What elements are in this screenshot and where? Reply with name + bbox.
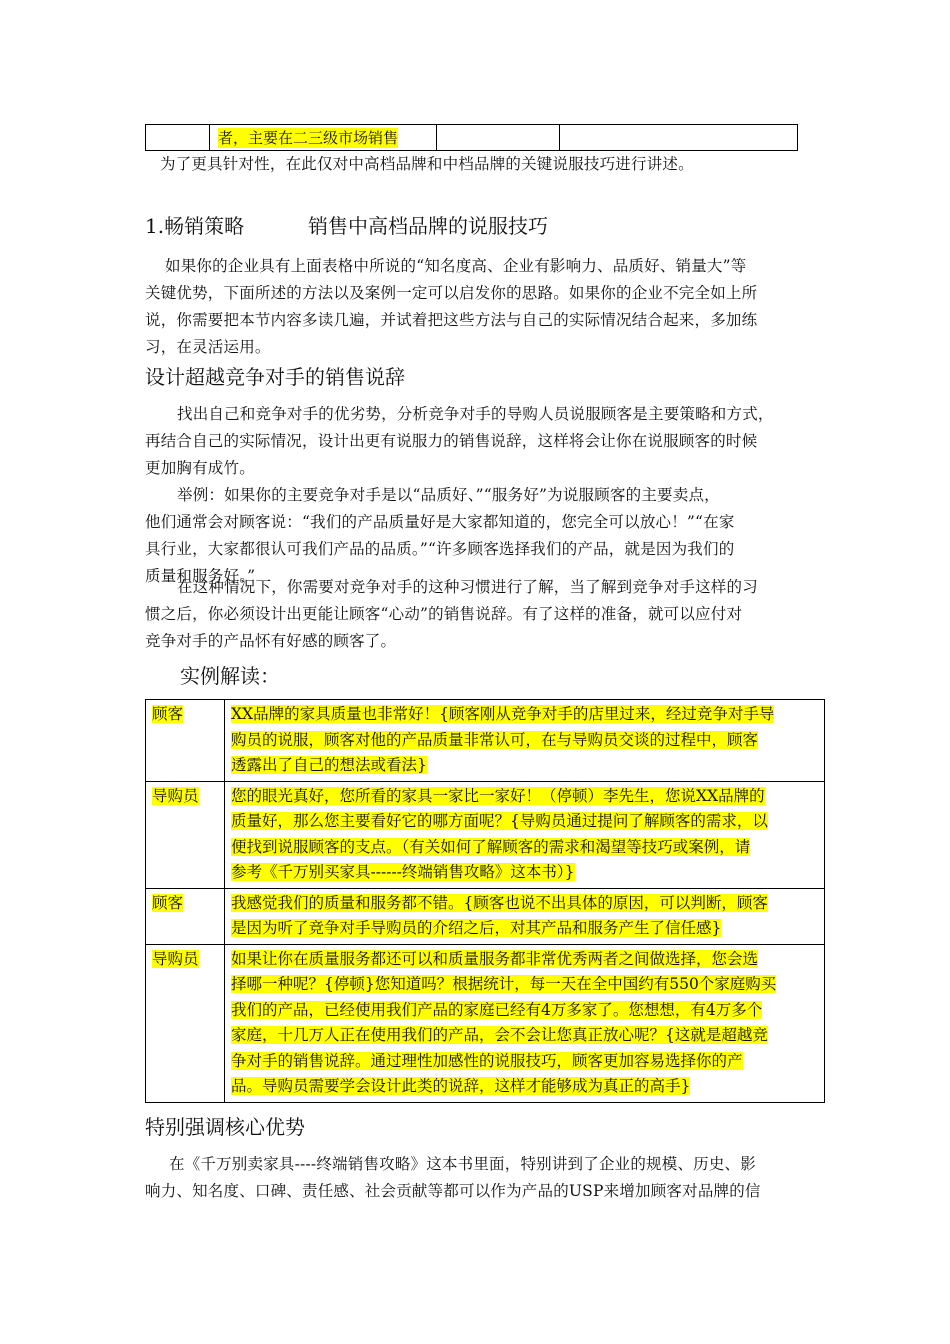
dialogue-table	[145, 699, 825, 1103]
table-row	[146, 944, 825, 1102]
role-cell	[146, 944, 225, 1102]
section2-paragraph-3	[145, 574, 825, 655]
example-heading: 实例解读：	[180, 664, 280, 688]
role-label: 顾客	[152, 893, 184, 912]
dialogue-text-cell	[225, 944, 825, 1102]
dialogue-line: 您的眼光真好，您所看的家具一家比一家好！（停顿）李先生，您说XX品牌的	[231, 786, 765, 805]
role-cell	[146, 781, 225, 888]
paragraph-line: 响力、知名度、口碑、责任感、社会贡献等都可以作为产品的USP来增加顾客对品牌的信	[145, 1182, 761, 1200]
paragraph-line: 再结合自己的实际情况，设计出更有说服力的销售说辞，这样将会让你在说服顾客的时候	[145, 432, 758, 450]
role-label: 导购员	[152, 949, 199, 968]
section1-title: 销售中高档品牌的说服技巧	[308, 214, 548, 238]
dialogue-line: 争对手的销售说辞。通过理性加感性的说服技巧，顾客更加容易选择你的产	[231, 1051, 743, 1070]
table-row	[146, 781, 825, 888]
paragraph-line: 在这种情况下，你需要对竞争对手的这种习惯进行了解，当了解到竞争对手这样的习	[177, 578, 758, 596]
paragraph-line: 在《千万别卖家具----终端销售攻略》这本书里面，特别讲到了企业的规模、历史、影	[169, 1155, 756, 1173]
role-cell	[146, 888, 225, 944]
paragraph-line: 如果你的企业具有上面表格中所说的“知名度高、企业有影响力、品质好、销量大”等	[165, 257, 747, 275]
section3-title: 特别强调核心优势	[145, 1115, 305, 1139]
dialogue-line: XX品牌的家具质量也非常好！{顾客刚从竞争对手的店里过来，经过竞争对手导	[231, 705, 775, 723]
role-label: 导购员	[152, 786, 199, 805]
paragraph-line: 惯之后，你必须设计出更能让顾客“心动”的销售说辞。有了这样的准备，就可以应付对	[145, 605, 743, 623]
dialogue-line: 是因为听了竞争对手导购员的介绍之后，对其产品和服务产生了信任感}	[231, 919, 722, 937]
dialogue-line: 参考《千万别买家具------终端销售攻略》这本书）}	[231, 863, 575, 881]
intro-line: 为了更具针对性，在此仅对中高档品牌和中档品牌的关键说服技巧进行讲述。	[160, 155, 694, 173]
paragraph-line: 举例：如果你的主要竞争对手是以“品质好、”“服务好”为说服顾客的主要卖点，	[177, 486, 720, 504]
paragraph-line: 质量和服务好。”	[145, 567, 256, 585]
dialogue-line: 家庭，十几万人正在使用我们的产品，会不会让您真正放心呢？{这就是超越竞	[231, 1026, 768, 1044]
section2-paragraph-1	[145, 401, 825, 482]
dialogue-line: 择哪一种呢？{停顿}您知道吗？根据统计，每一天在全中国约有550个家庭购买	[231, 975, 777, 993]
dialogue-line: 品。导购员需要学会设计此类的说辞，这样才能够成为真正的高手}	[231, 1077, 691, 1095]
dialogue-line: 我们的产品，已经使用我们产品的家庭已经有4万多家了。您想想，有4万多个	[231, 1000, 763, 1019]
role-cell	[146, 700, 225, 782]
dialogue-text-cell	[225, 781, 825, 888]
table-cell-divider	[436, 125, 437, 150]
paragraph-line: 说，你需要把本节内容多读几遍，并试着把这些方法与自己的实际情况结合起来，多加练	[145, 311, 758, 329]
section1-paragraph	[145, 253, 825, 361]
dialogue-line: 质量好，那么您主要看好它的哪方面呢？{导购员通过提问了解顾客的需求，以	[231, 812, 768, 830]
dialogue-line: 透露出了自己的想法或看法}	[231, 756, 427, 774]
table-row	[146, 888, 825, 944]
paragraph-line: 他们通常会对顾客说：“我们的产品质量好是大家都知道的，您完全可以放心！”“在家	[145, 513, 735, 531]
paragraph-line: 竞争对手的产品怀有好感的顾客了。	[145, 632, 397, 650]
dialogue-line: 便找到说服顾客的支点。（有关如何了解顾客的需求和渴望等技巧或案例，请	[231, 837, 751, 856]
dialogue-text-cell	[225, 888, 825, 944]
dialogue-line: 如果让你在质量服务都还可以和质量服务都非常优秀两者之间做选择，您会选	[231, 949, 759, 968]
top-table-cell-text: 者，主要在二三级市场销售	[218, 129, 399, 147]
table-cell-divider	[209, 125, 210, 150]
table-row	[146, 700, 825, 782]
paragraph-line: 关键优势，下面所述的方法以及案例一定可以启发你的思路。如果你的企业不完全如上所	[145, 284, 758, 302]
paragraph-line: 习，在灵活运用。	[145, 338, 271, 356]
table-cell-divider	[559, 125, 560, 150]
role-label: 顾客	[152, 705, 184, 723]
dialogue-line: 购员的说服，顾客对他的产品质量非常认可，在与导购员交谈的过程中，顾客	[231, 730, 759, 749]
paragraph-line: 具行业，大家都很认可我们产品的品质。”“许多顾客选择我们的产品，就是因为我们的	[145, 540, 735, 558]
dialogue-line: 我感觉我们的质量和服务都不错。{顾客也说不出具体的原因，可以判断，顾客	[231, 893, 768, 912]
paragraph-line: 找出自己和竞争对手的优劣势，分析竞争对手的导购人员说服顾客是主要策略和方式，	[177, 405, 774, 423]
section3-paragraph	[145, 1151, 825, 1205]
paragraph-line: 更加胸有成竹。	[145, 459, 255, 477]
section1-number-label: 1.畅销策略	[145, 214, 245, 238]
dialogue-text-cell	[225, 700, 825, 782]
section2-title: 设计超越竞争对手的销售说辞	[145, 365, 405, 389]
